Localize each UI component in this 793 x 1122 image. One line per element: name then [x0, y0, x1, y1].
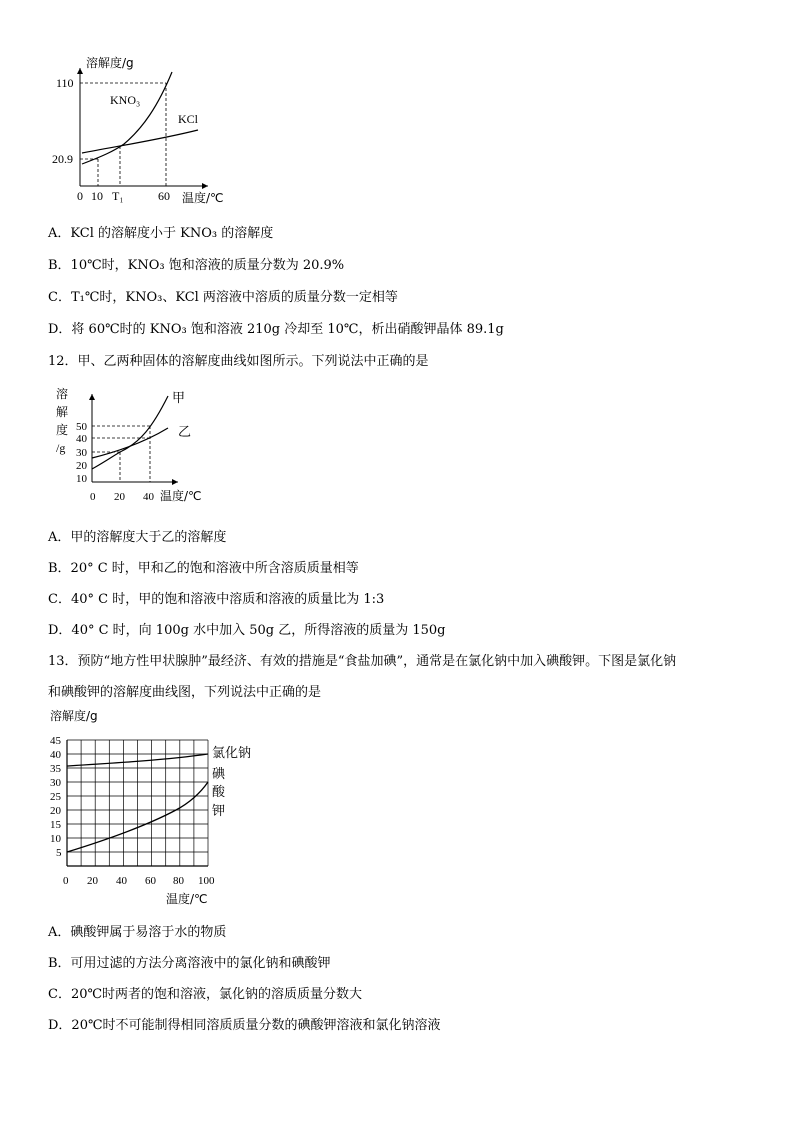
q12-stem: 12．甲、乙两种固体的溶解度曲线如图所示。下列说法中正确的是: [48, 354, 429, 369]
y-label-char-1: 溶: [56, 387, 69, 401]
q11-option-c: C．T₁℃时，KNO₃、KCl 两溶液中溶质的质量分数一定相等: [48, 290, 398, 305]
y-label-char-4: /g: [56, 441, 66, 455]
y-tick-30: 30: [76, 447, 87, 459]
kno3-kcl-solubility-chart: [48, 50, 248, 208]
x-tick-60: 60: [158, 189, 170, 203]
x-tick-20: 20: [87, 875, 98, 887]
x-tick-60: 60: [145, 875, 156, 887]
x-axis-label: 温度/℃: [166, 892, 208, 906]
q11-option-a: A．KCl 的溶解度小于 KNO₃ 的溶解度: [48, 226, 274, 241]
y-tick-10: 10: [76, 473, 87, 485]
x-axis-label: 温度/℃: [182, 191, 224, 205]
yi-label: 乙: [178, 425, 192, 440]
y-tick-35: 35: [50, 763, 61, 775]
y-tick-40: 40: [76, 433, 87, 445]
jia-label: 甲: [172, 391, 186, 406]
y-tick-15: 15: [50, 819, 61, 831]
x-tick-80: 80: [173, 875, 184, 887]
y-axis-label: 溶解度/g: [50, 709, 98, 723]
nacl-label: 氯化钠: [212, 746, 252, 761]
x-tick-t1: T₁: [112, 189, 124, 203]
q12-option-d: D．40° C 时，向 100g 水中加入 50g 乙，所得溶液的质量为 150g: [48, 623, 446, 638]
kio3-label-char-2: 酸: [212, 785, 226, 800]
y-tick-40: 40: [50, 749, 61, 761]
kio3-label-char-3: 钾: [212, 804, 226, 819]
y-label-char-2: 解: [56, 405, 69, 419]
jia-yi-solubility-chart: [50, 382, 220, 508]
q11-option-b: B．10℃时，KNO₃ 饱和溶液的质量分数为 20.9%: [48, 258, 345, 273]
y-tick-20-9: 20.9: [52, 152, 73, 166]
kio3-label-char-1: 碘: [212, 767, 226, 782]
q13-option-d: D．20℃时不可能制得相同溶质质量分数的碘酸钾溶液和氯化钠溶液: [48, 1018, 441, 1033]
x-tick-40: 40: [116, 875, 127, 887]
q13-stem-line-2: 和碘酸钾的溶解度曲线图，下列说法中正确的是: [48, 685, 322, 700]
x-tick-0: 0: [90, 491, 96, 503]
x-tick-10: 10: [91, 189, 103, 203]
y-tick-45: 45: [50, 735, 61, 747]
y-axis-label: 溶解度/g: [86, 56, 134, 70]
x-tick-100: 100: [198, 875, 215, 887]
y-tick-25: 25: [50, 791, 61, 803]
y-label-char-3: 度: [56, 423, 69, 437]
jia-curve: [92, 396, 168, 469]
y-tick-20: 20: [50, 805, 61, 817]
y-tick-30: 30: [50, 777, 61, 789]
q13-option-a: A．碘酸钾属于易溶于水的物质: [48, 925, 227, 940]
x-axis-label: 温度/℃: [160, 489, 202, 503]
q12-option-a: A．甲的溶解度大于乙的溶解度: [48, 530, 227, 545]
y-tick-110: 110: [56, 76, 74, 90]
x-tick-0: 0: [77, 189, 83, 203]
q13-stem-line-1: 13．预防“地方性甲状腺肿”最经济、有效的措施是“食盐加碘”，通常是在氯化钠中加入碘酸钾。下图是氯化钠: [48, 654, 677, 669]
y-tick-10: 10: [50, 833, 61, 845]
y-tick-20: 20: [76, 460, 87, 472]
nacl-kio3-solubility-chart: [46, 704, 266, 910]
x-tick-40: 40: [143, 491, 154, 503]
y-tick-5: 5: [56, 847, 62, 859]
kno3-label: KNO₃: [110, 93, 141, 107]
q11-option-d: D．将 60℃时的 KNO₃ 饱和溶液 210g 冷却至 10℃，析出硝酸钾晶体 89.1g: [48, 322, 504, 337]
yi-curve: [92, 428, 168, 458]
q12-option-b: B．20° C 时，甲和乙的饱和溶液中所含溶质质量相等: [48, 561, 359, 576]
y-tick-50: 50: [76, 421, 87, 433]
q13-option-c: C．20℃时两者的饱和溶液，氯化钠的溶质质量分数大: [48, 987, 363, 1002]
x-tick-0: 0: [63, 875, 69, 887]
x-tick-20: 20: [114, 491, 125, 503]
kcl-curve: [82, 130, 198, 153]
kcl-label: KCl: [178, 112, 199, 126]
q13-option-b: B．可用过滤的方法分离溶液中的氯化钠和碘酸钾: [48, 956, 331, 971]
q12-option-c: C．40° C 时，甲的饱和溶液中溶质和溶液的质量比为 1:3: [48, 592, 385, 607]
